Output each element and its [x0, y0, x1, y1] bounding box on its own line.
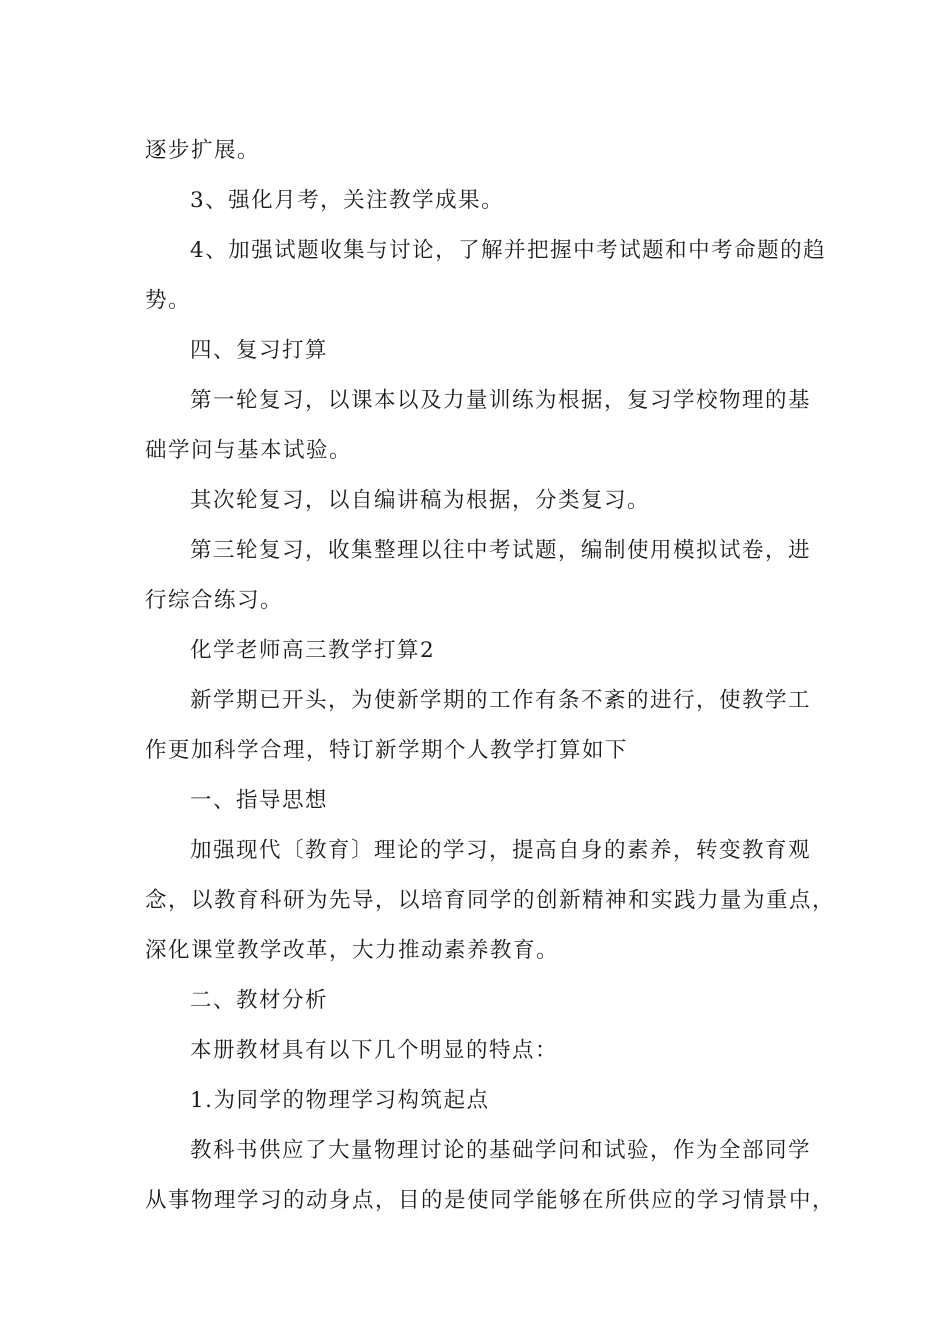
- text-line: 第三轮复习，收集整理以往中考试题，编制使用模拟试卷，进: [190, 538, 812, 563]
- text-line: 3、强化月考，关注教学成果。: [190, 188, 505, 213]
- text-line: 加强现代〔教育〕理论的学习，提高自身的素养，转变教育观: [190, 838, 812, 863]
- text-line: 新学期已开头，为使新学期的工作有条不紊的进行，使教学工: [190, 688, 812, 713]
- text-line: 从事物理学习的动身点，目的是使同学能够在所供应的学习情景中，: [145, 1188, 836, 1213]
- text-line: 本册教材具有以下几个明显的特点：: [190, 1038, 559, 1063]
- text-line: 势。: [145, 288, 192, 313]
- text-line: 第一轮复习，以课本以及力量训练为根据，复习学校物理的基: [190, 388, 812, 413]
- text-line: 行综合练习。: [145, 588, 284, 613]
- section-heading: 二、教材分析: [190, 988, 329, 1013]
- text-line: 作更加科学合理，特订新学期个人教学打算如下: [145, 738, 629, 763]
- text-line: 础学问与基本试验。: [145, 438, 353, 463]
- text-line: 逐步扩展。: [145, 138, 261, 163]
- section-heading: 一、指导思想: [190, 788, 329, 813]
- document-subtitle: 化学老师高三教学打算2: [190, 638, 436, 663]
- text-line: 4、加强试题收集与讨论，了解并把握中考试题和中考命题的趋: [190, 238, 827, 263]
- text-line: 教科书供应了大量物理讨论的基础学问和试验，作为全部同学: [190, 1138, 812, 1163]
- text-line: 念，以教育科研为先导，以培育同学的创新精神和实践力量为重点，: [145, 888, 836, 913]
- list-item-heading: 1.为同学的物理学习构筑起点: [190, 1088, 490, 1113]
- section-heading: 四、复习打算: [190, 338, 329, 363]
- text-line: 其次轮复习，以自编讲稿为根据，分类复习。: [190, 488, 651, 513]
- text-line: 深化课堂教学改革，大力推动素养教育。: [145, 938, 560, 963]
